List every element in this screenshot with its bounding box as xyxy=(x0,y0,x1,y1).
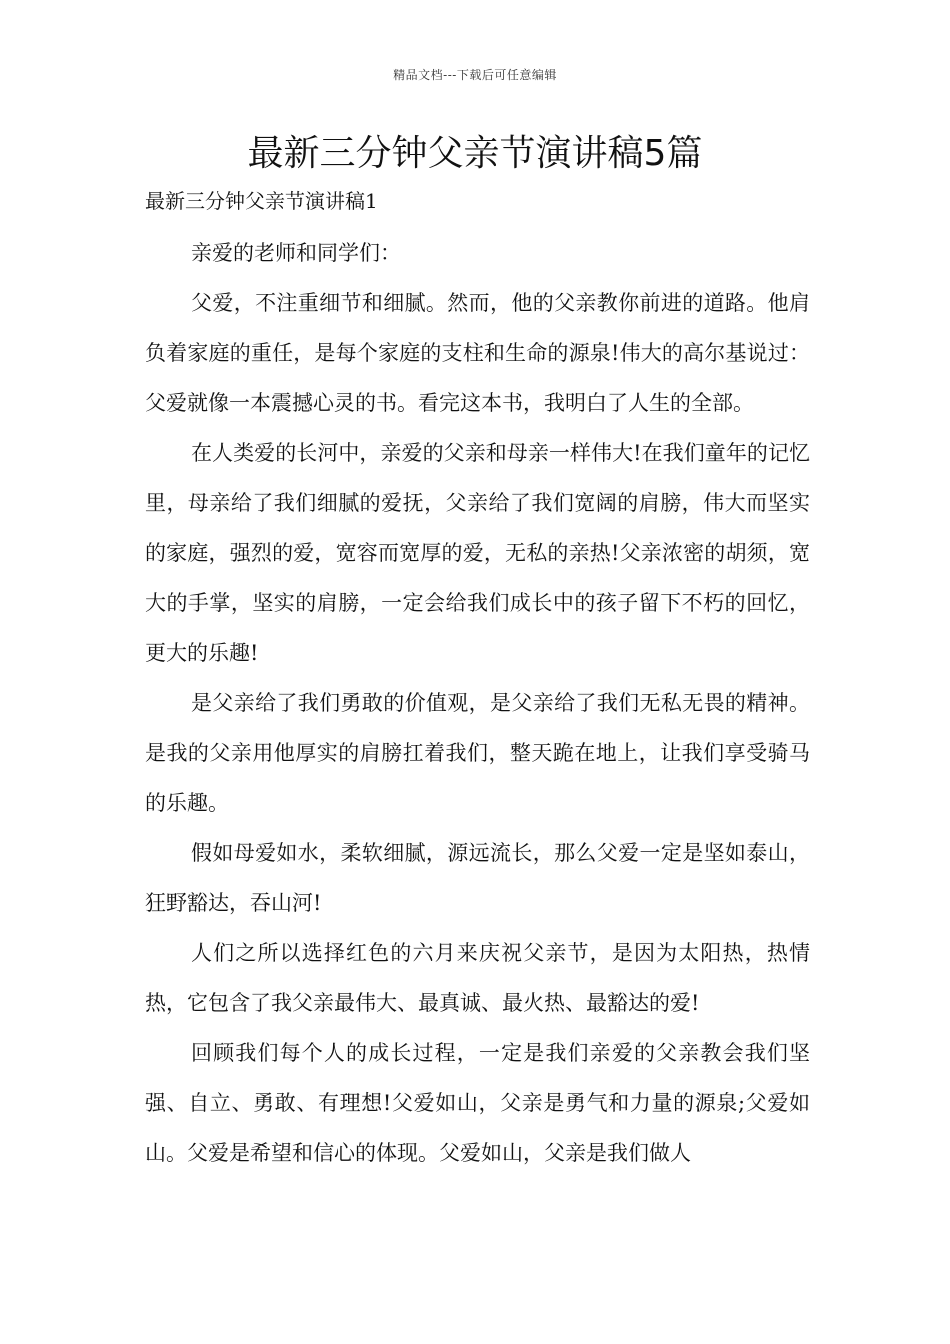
paragraph: 是父亲给了我们勇敢的价值观，是父亲给了我们无私无畏的精神。是我的父亲用他厚实的肩膀扛着我们，整天跪在地上，让我们享受骑马的乐趣。 xyxy=(145,691,810,815)
document-title: 最新三分钟父亲节演讲稿5篇 xyxy=(247,133,703,174)
document-body xyxy=(145,228,810,1178)
paragraph: 回顾我们每个人的成长过程，一定是我们亲爱的父亲教会我们坚强、自立、勇敢、有理想!父爱如山，父亲是勇气和力量的源泉;父爱如山。父爱是希望和信心的体现。父爱如山，父亲是我们做人 xyxy=(145,1041,810,1165)
paragraph: 在人类爱的长河中，亲爱的父亲和母亲一样伟大!在我们童年的记忆里，母亲给了我们细腻的爱抚，父亲给了我们宽阔的肩膀，伟大而坚实的家庭，强烈的爱，宽容而宽厚的爱，无私的亲热!父亲浓密的胡须，宽大的手掌，坚实的肩膀，一定会给我们成长中的孩子留下不朽的回忆，更大的乐趣! xyxy=(145,441,810,665)
section-heading: 最新三分钟父亲节演讲稿1 xyxy=(145,189,378,213)
paragraph: 假如母爱如水，柔软细腻，源远流长，那么父爱一定是坚如泰山，狂野豁达，吞山河! xyxy=(145,841,810,915)
paragraph: 父爱，不注重细节和细腻。然而，他的父亲教你前进的道路。他肩负着家庭的重任，是每个家庭的支柱和生命的源泉!伟大的高尔基说过：父爱就像一本震撼心灵的书。看完这本书，我明白了人生的全部。 xyxy=(145,291,810,415)
paragraph-salutation: 亲爱的老师和同学们： xyxy=(191,241,401,265)
paragraph: 人们之所以选择红色的六月来庆祝父亲节，是因为太阳热，热情热，它包含了我父亲最伟大、最真诚、最火热、最豁达的爱! xyxy=(145,941,810,1015)
header-note: 精品文档---下载后可任意编辑 xyxy=(393,68,557,82)
